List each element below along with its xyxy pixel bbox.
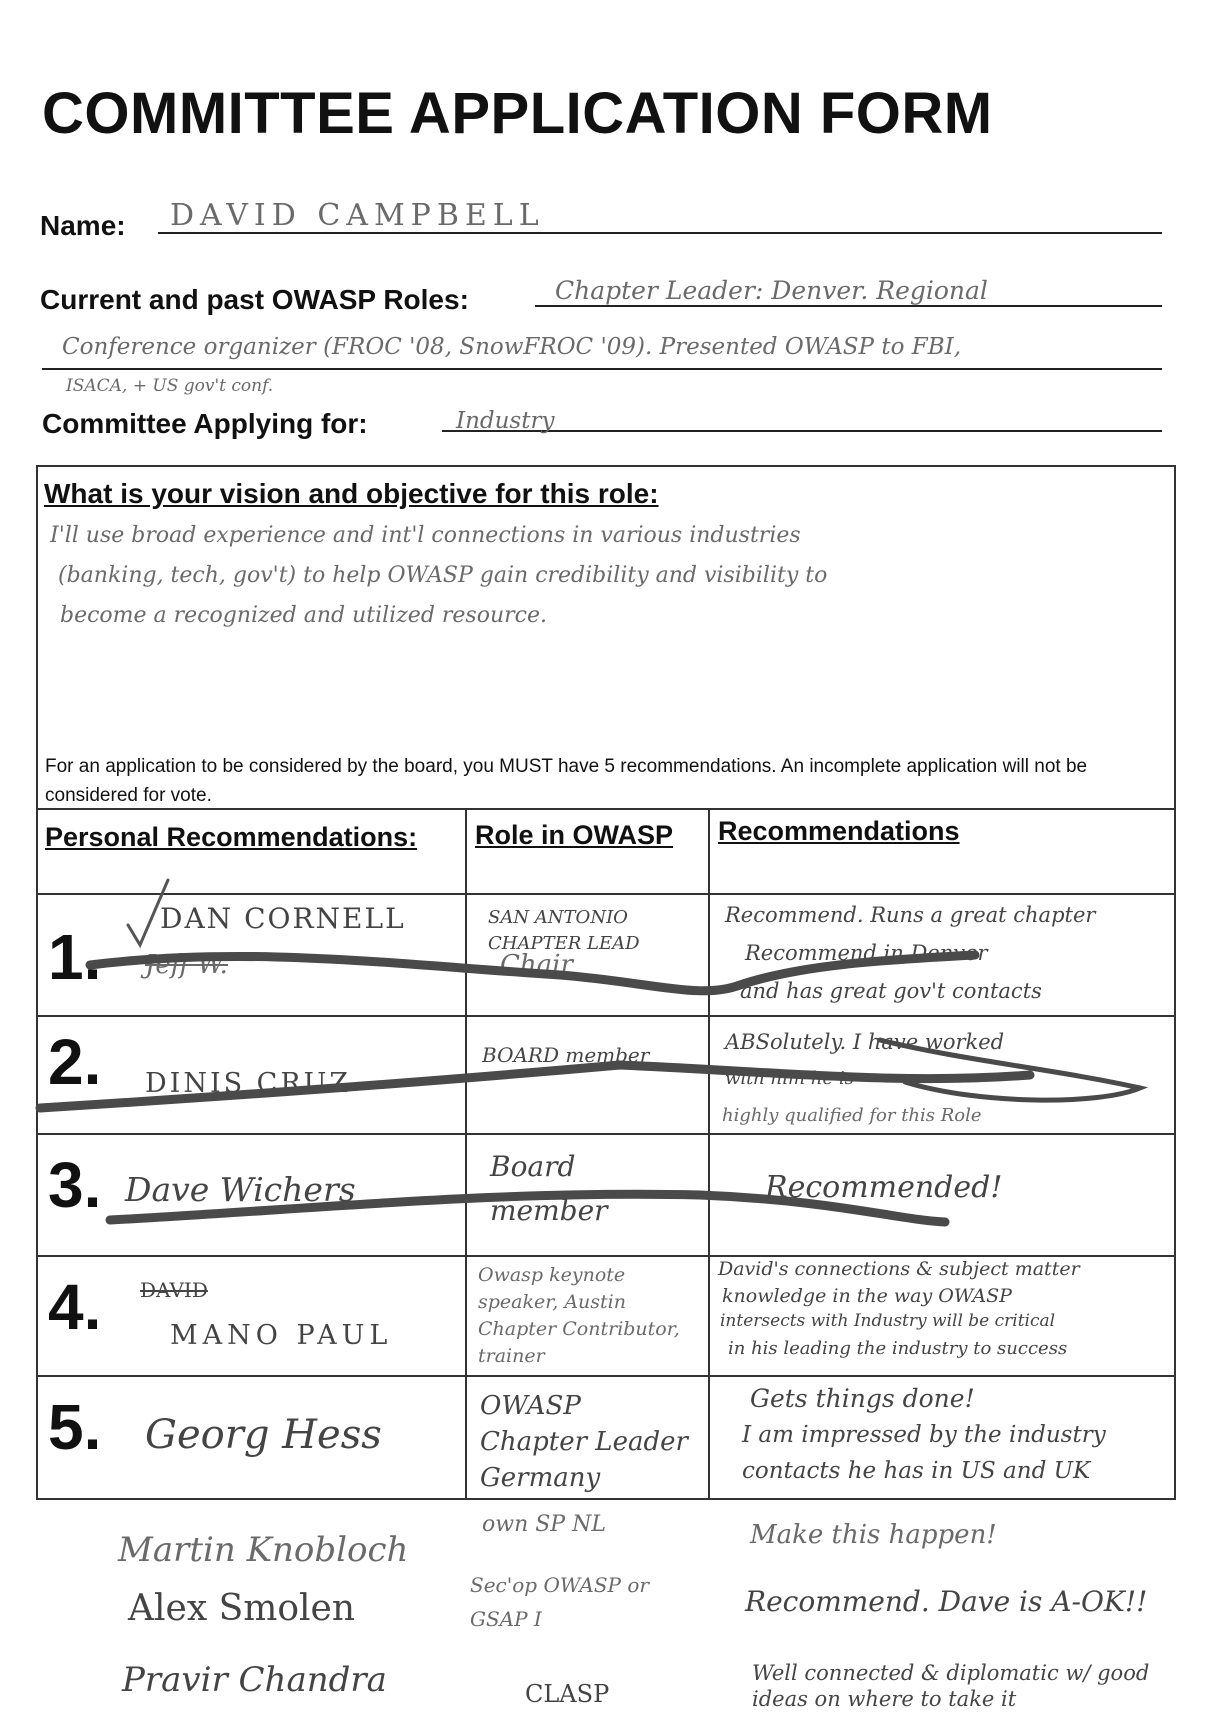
row-1-role[interactable]: SAN ANTONIO CHAPTER LEAD [488,907,640,954]
row-number-5: 5. [48,1391,102,1463]
row-divider-3 [36,1255,1176,1257]
row-1-role-struck: Chair [500,950,573,980]
row-2-role[interactable]: BOARD member [482,1043,650,1067]
row-4-role[interactable]: Owasp keynote speaker, Austin Chapter Contributor, trainer [478,1264,680,1367]
roles-field-line-2[interactable]: Conference organizer (FROC '08, SnowFROC '09). Presented OWASP to FBI, [62,334,961,360]
extra-row-2-rec[interactable]: Recommend. Dave is A-OK!! [745,1585,1148,1618]
extra-row-1-name[interactable]: Martin Knobloch [118,1530,409,1570]
row-2-rec-line-1[interactable]: ABSolutely. I have worked [725,1030,1005,1054]
row-1-name-struck: Jeff W. [145,950,228,980]
extra-row-3-name[interactable]: Pravir Chandra [122,1660,387,1700]
column-header-recommendations: Recommendations [718,816,960,846]
row-divider-4 [36,1375,1176,1377]
row-4-rec-line-2[interactable]: knowledge in the way OWASP [722,1285,1012,1307]
row-5-rec-line-2[interactable]: I am impressed by the industry [742,1422,1106,1448]
column-divider-1 [465,808,467,1500]
row-5-name[interactable]: Georg Hess [145,1412,382,1458]
row-3-name[interactable]: Dave Wichers [125,1170,356,1209]
row-4-rec-line-3[interactable]: intersects with Industry will be critical [720,1311,1056,1331]
row-3-rec-line-1[interactable]: Recommended! [765,1170,1003,1205]
name-label: Name: [40,210,126,241]
row-1-rec-line-1[interactable]: Recommend. Runs a great chapter [725,903,1096,927]
roles-underline-2 [42,368,1162,370]
extra-row-3-rec[interactable]: Well connected & diplomatic w/ good ideas on where to take it [752,1661,1150,1711]
row-4-name-struck: DAVID [140,1278,208,1302]
row-2-rec-line-2[interactable]: with him he is [725,1068,854,1089]
row-divider-2 [36,1133,1176,1135]
vision-text-line-1[interactable]: I'll use broad experience and int'l connections in various industries [50,523,801,548]
vision-heading: What is your vision and objective for this role: [44,478,659,509]
row-2-name[interactable]: DINIS CRUZ [145,1068,352,1099]
row-1-rec-line-2[interactable]: Recommend in Denver [745,941,988,965]
row-4-rec-line-4[interactable]: in his leading the industry to success [728,1338,1068,1359]
roles-label: Current and past OWASP Roles: [40,284,469,315]
roles-field-line-1[interactable]: Chapter Leader: Denver. Regional [555,276,988,305]
roles-field-line-3[interactable]: ISACA, + US gov't conf. [66,376,274,396]
row-divider-1 [36,1015,1176,1017]
extra-row-3-role[interactable]: CLASP [525,1680,610,1708]
row-2-rec-line-3[interactable]: highly qualified for this Role [722,1105,982,1126]
committee-label: Committee Applying for: [42,408,368,439]
column-divider-2 [708,808,710,1500]
row-number-2: 2. [48,1026,102,1098]
row-5-role[interactable]: OWASP Chapter Leader Germany [480,1391,688,1493]
row-1-rec-line-3[interactable]: and has great gov't contacts [740,979,1042,1003]
table-top-border [36,808,1176,810]
recommendation-notice: For an application to be considered by the board, you MUST have 5 recommendations. An incomplete application will not be considered for vote. [45,756,1088,806]
page-title: COMMITTEE APPLICATION FORM [42,81,993,146]
extra-row-1-rec[interactable]: Make this happen! [750,1520,997,1550]
column-header-personal-recommendations: Personal Recommendations: [45,822,418,852]
committee-field[interactable]: Industry [456,408,555,434]
column-header-role: Role in OWASP [475,820,674,850]
roles-underline-1 [535,305,1162,307]
row-5-rec-line-1[interactable]: Gets things done! [750,1384,975,1413]
row-1-name[interactable]: DAN CORNELL [160,902,406,935]
row-number-4: 4. [48,1271,102,1343]
name-field[interactable]: DAVID CAMPBELL [170,198,545,233]
row-number-1: 1. [48,921,102,993]
row-3-role[interactable]: Board member [490,1150,608,1227]
extra-row-1-role[interactable]: own SP NL [482,1512,606,1537]
vision-text-line-3[interactable]: become a recognized and utilized resource. [60,603,547,628]
extra-row-2-name[interactable]: Alex Smolen [128,1588,356,1629]
vision-text-line-2[interactable]: (banking, tech, gov't) to help OWASP gain credibility and visibility to [58,563,828,588]
extra-row-2-role[interactable]: Sec'op OWASP or GSAP I [470,1573,649,1631]
row-4-name[interactable]: MANO PAUL [170,1320,393,1351]
table-header-divider [36,893,1176,895]
row-number-3: 3. [48,1149,102,1221]
row-4-rec-line-1[interactable]: David's connections & subject matter [718,1258,1080,1280]
row-5-rec-line-3[interactable]: contacts he has in US and UK [742,1458,1091,1484]
